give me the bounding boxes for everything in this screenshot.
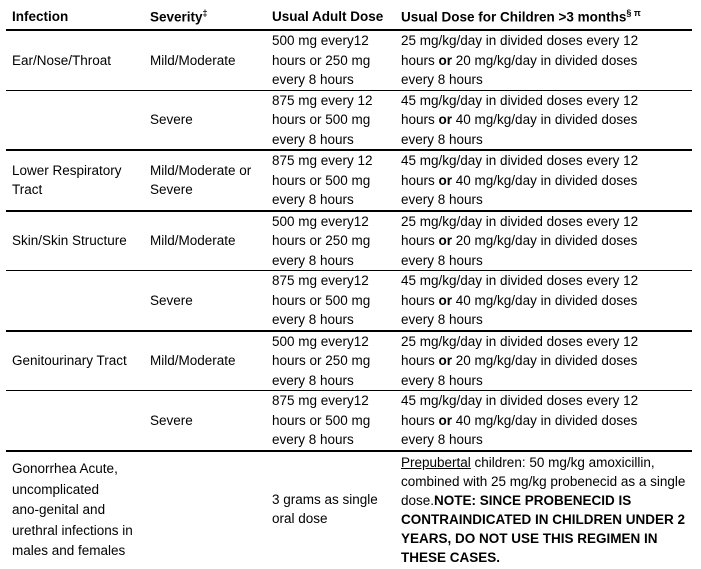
infection-cell: Skin/Skin Structure <box>6 211 144 271</box>
table-row <box>6 271 692 331</box>
severity-cell: Mild/Moderate <box>144 211 266 271</box>
adult-dose-cell: 875 mg every 12 hours or 500 mg every 8 hours <box>266 90 395 150</box>
adult-dose-cell: 3 grams as single oral dose <box>272 491 378 526</box>
infection-cell: Genitourinary Tract <box>6 331 144 391</box>
severity-cell: Mild/Moderate or Severe <box>144 150 266 211</box>
probenecid-warning-note: NOTE: SINCE PROBENECID IS CONTRAINDICATED IN CHILDREN UNDER 2 YEARS, DO NOT USE THIS REGIMEN IN THESE CASES. <box>401 492 686 565</box>
adult-dose-cell: 500 mg every12 hours or 250 mg every 8 hours <box>266 211 395 271</box>
infection-cell <box>6 391 144 451</box>
table-row <box>6 391 692 451</box>
severity-footnote-mark: ‡ <box>202 7 208 18</box>
child-footnote-marks: § π <box>626 7 641 18</box>
prepubertal-label: Prepubertal <box>401 454 471 470</box>
child-dose-cell: 45 mg/kg/day in divided doses every 12 hours or 40 mg/kg/day in divided doses every 8 hours <box>395 391 692 451</box>
adult-dose-cell: 875 mg every12 hours or 500 mg every 8 hours <box>266 391 395 451</box>
severity-cell <box>144 451 266 567</box>
adult-dose-cell: 500 mg every12 hours or 250 mg every 8 hours <box>266 331 395 391</box>
header-child-dose: Usual Dose for Children >3 months$^{\S \pi}$ <box>395 4 692 30</box>
adult-dose-cell: 875 mg every 12 hours or 500 mg every 8 hours <box>266 150 395 211</box>
adult-dose-cell: 875 mg every12 hours or 500 mg every 8 hours <box>266 271 395 331</box>
child-dose-cell: 45 mg/kg/day in divided doses every 12 hours or 40 mg/kg/day in divided doses every 8 hours <box>395 150 692 211</box>
child-dose-cell: 25 mg/kg/day in divided doses every 12 hours or 20 mg/kg/day in divided doses every 8 hours <box>395 331 692 391</box>
header-severity: Severity‡ <box>144 4 266 30</box>
child-dose-cell: 25 mg/kg/day in divided doses every 12 hours or 20 mg/kg/day in divided doses every 8 hours <box>395 211 692 271</box>
table-row <box>6 331 692 391</box>
infection-cell <box>6 271 144 331</box>
child-dose-cell: 45 mg/kg/day in divided doses every 12 hours or 40 mg/kg/day in divided doses every 8 hours <box>395 271 692 331</box>
header-infection: Infection <box>6 4 144 30</box>
severity-cell: Severe <box>144 271 266 331</box>
table-row <box>6 211 692 271</box>
severity-cell: Mild/Moderate <box>144 30 266 90</box>
child-dose-cell: 45 mg/kg/day in divided doses every 12 hours or 40 mg/kg/day in divided doses every 8 hours <box>395 90 692 150</box>
infection-cell: Ear/Nose/Throat <box>6 30 144 90</box>
severity-cell: Severe <box>144 391 266 451</box>
table-row <box>6 30 692 90</box>
child-dose-cell: Prepubertal children: 50 mg/kg amoxicillin, combined with 25 mg/kg probenecid as a single dose.NOTE: SINCE PROBENECID IS CONTRAINDICATED IN CHILDREN UNDER 2 YEARS, DO NOT USE THIS REGIMEN IN THESE CASES. <box>401 454 686 565</box>
table-row <box>6 150 692 211</box>
infection-cell: Lower Respiratory Tract <box>6 150 144 211</box>
header-row <box>6 4 692 30</box>
header-adult-dose: Usual Adult Dose <box>266 4 395 30</box>
table-row-gonorrhea <box>6 451 692 567</box>
table-row <box>6 90 692 150</box>
severity-cell: Mild/Moderate <box>144 331 266 391</box>
dosage-table <box>6 4 692 567</box>
child-dose-cell: 25 mg/kg/day in divided doses every 12 hours or 20 mg/kg/day in divided doses every 8 hours <box>395 30 692 90</box>
infection-cell <box>6 90 144 150</box>
infection-cell: Gonorrhea Acute, uncomplicated ano-genital and urethral infections in males and females <box>12 461 133 559</box>
adult-dose-cell: 500 mg every12 hours or 250 mg every 8 hours <box>266 30 395 90</box>
severity-cell: Severe <box>144 90 266 150</box>
